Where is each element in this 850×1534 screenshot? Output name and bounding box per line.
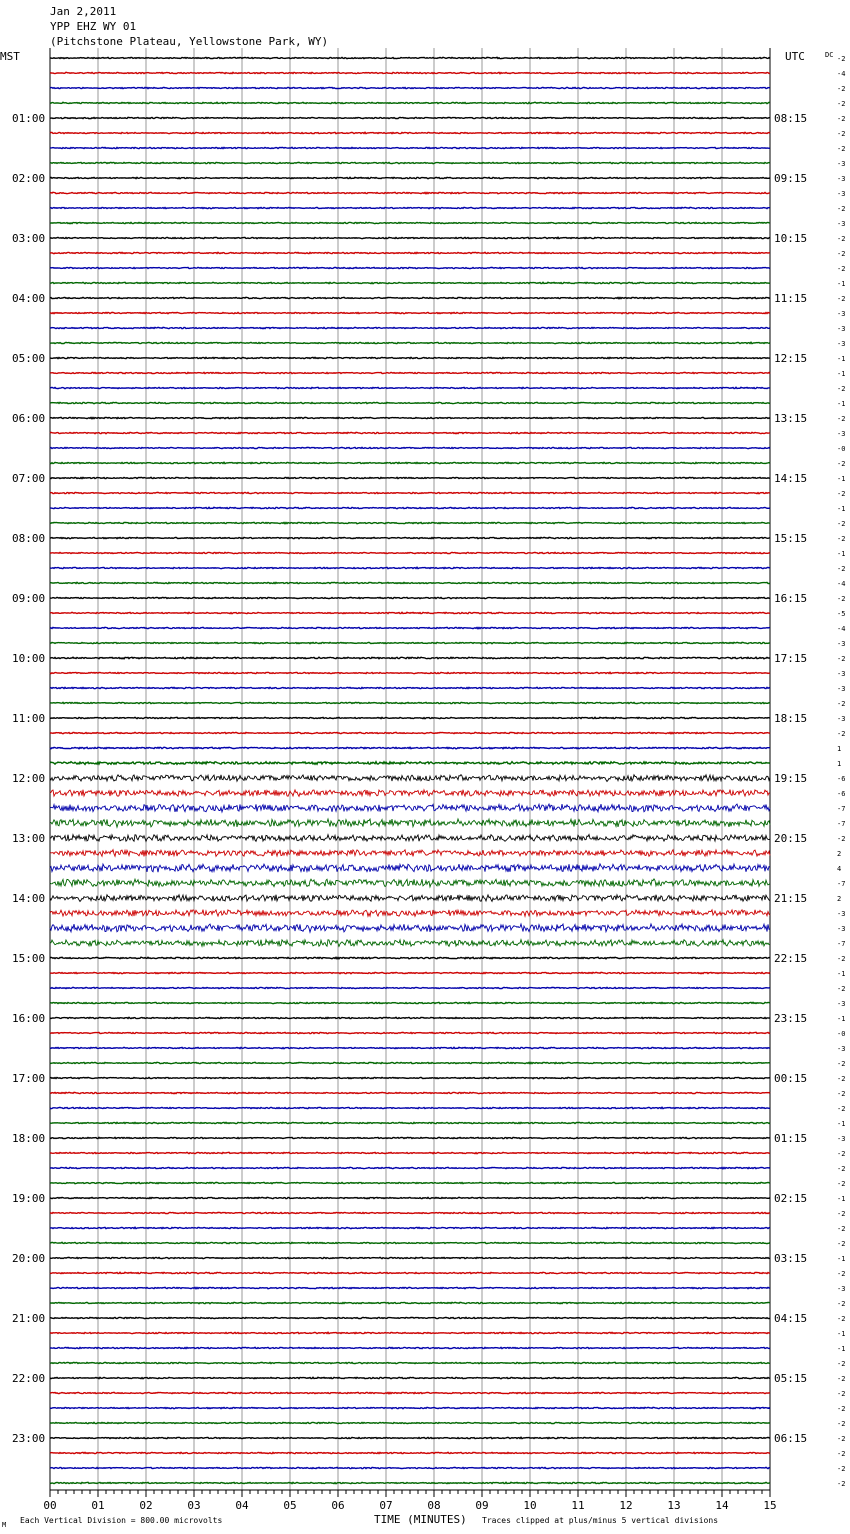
- seismic-trace: [50, 222, 770, 223]
- dc-offset-label: -2: [837, 130, 846, 138]
- seismic-traces: [50, 57, 770, 1483]
- seismic-trace: [50, 1467, 770, 1468]
- dc-offset-label: -3: [837, 925, 846, 933]
- dc-offset-label: -2: [837, 1390, 846, 1398]
- seismic-trace: [50, 552, 770, 553]
- dc-offset-label: -7: [837, 940, 846, 948]
- seismic-trace: [50, 1482, 770, 1483]
- seismic-trace: [50, 207, 770, 208]
- seismic-trace: [50, 642, 770, 643]
- seismic-trace: [50, 1002, 770, 1003]
- seismic-trace: [50, 1212, 770, 1213]
- mst-hour-label: 02:00: [12, 172, 46, 185]
- dc-offset-label: -2: [837, 835, 846, 843]
- seismic-trace: [50, 1377, 770, 1378]
- utc-hour-label: 18:15: [774, 712, 808, 725]
- seismic-trace: [50, 147, 770, 148]
- dc-offset-label: -2: [837, 700, 846, 708]
- dc-offset-label: -2: [837, 1405, 846, 1413]
- seismic-trace: [50, 387, 770, 388]
- dc-offset-label: -2: [837, 520, 846, 528]
- seismic-trace: [50, 1422, 770, 1423]
- dc-offset-label: -2: [837, 535, 846, 543]
- x-tick-label: 05: [283, 1499, 297, 1512]
- seismic-trace: [50, 102, 770, 103]
- seismic-trace: [50, 835, 770, 842]
- seismic-trace: [50, 417, 770, 418]
- seismic-trace: [50, 312, 770, 313]
- seismic-trace: [50, 702, 770, 703]
- mst-hour-label: 21:00: [12, 1312, 46, 1325]
- dc-offset-label: -3: [837, 670, 846, 678]
- seismic-trace: [50, 687, 770, 688]
- mst-hour-label: 18:00: [12, 1132, 46, 1145]
- seismic-trace: [50, 1152, 770, 1153]
- mst-hour-label: 14:00: [12, 892, 46, 905]
- seismic-trace: [50, 1242, 770, 1243]
- utc-hour-label: 19:15: [774, 772, 808, 785]
- dc-offset-label: -2: [837, 1360, 846, 1368]
- seismic-trace: [50, 657, 770, 659]
- seismic-trace: [50, 57, 770, 58]
- seismic-trace: [50, 492, 770, 493]
- dc-offset-label: -2: [837, 205, 846, 213]
- mst-hour-label: 22:00: [12, 1372, 46, 1385]
- utc-hour-label: 03:15: [774, 1252, 808, 1265]
- dc-offset-label: -2: [837, 415, 846, 423]
- mst-hour-label: 15:00: [12, 952, 46, 965]
- mst-hour-label: 23:00: [12, 1432, 46, 1445]
- seismic-trace: [50, 537, 770, 538]
- seismic-trace: [50, 732, 770, 733]
- dc-offset-label: -4: [837, 580, 846, 588]
- seismic-trace: [50, 582, 770, 583]
- dc-offset-label: -3: [837, 910, 846, 918]
- mst-hour-label: 13:00: [12, 832, 46, 845]
- seismic-trace: [50, 1017, 770, 1018]
- dc-offset-label: -6: [837, 790, 846, 798]
- seismic-trace: [50, 804, 770, 812]
- dc-offset-label: -2: [837, 295, 846, 303]
- x-tick-label: 11: [571, 1499, 585, 1512]
- x-tick-label: 08: [427, 1499, 441, 1512]
- x-tick-label: 07: [379, 1499, 393, 1512]
- dc-offset-label: -1: [837, 1345, 846, 1353]
- seismic-trace: [50, 972, 770, 973]
- mst-hour-label: 19:00: [12, 1192, 46, 1205]
- utc-hour-label: 02:15: [774, 1192, 808, 1205]
- mst-hour-label: 16:00: [12, 1012, 46, 1025]
- mst-hour-label: 04:00: [12, 292, 46, 305]
- seismic-trace: [50, 1272, 770, 1273]
- seismic-trace: [50, 117, 770, 118]
- x-tick-label: 01: [91, 1499, 105, 1512]
- dc-offset-label: -2: [837, 265, 846, 273]
- seismic-trace: [50, 775, 770, 782]
- dc-offset-label: -2: [837, 1240, 846, 1248]
- dc-offset-label: -2: [837, 1165, 846, 1173]
- dc-offset-label: -2: [837, 1225, 846, 1233]
- seismic-trace: [50, 940, 770, 947]
- dc-offset-label: 2: [837, 850, 842, 858]
- dc-offset-label: -1: [837, 1120, 846, 1128]
- dc-offset-label: -2: [837, 490, 846, 498]
- dc-offset-label: -2: [837, 235, 846, 243]
- mst-hour-label: 05:00: [12, 352, 46, 365]
- dc-offset-label: -1: [837, 970, 846, 978]
- seismic-trace: [50, 1107, 770, 1108]
- dc-offset-label: 1: [837, 760, 842, 768]
- dc-offset-label: -1: [837, 550, 846, 558]
- dc-offset-label: -2: [837, 1210, 846, 1218]
- utc-hour-label: 22:15: [774, 952, 808, 965]
- dc-offset-label: -1: [837, 280, 846, 288]
- utc-hour-label: 14:15: [774, 472, 808, 485]
- x-tick-label: 04: [235, 1499, 249, 1512]
- dc-offset-label: -2: [837, 55, 846, 63]
- mst-hour-label: 20:00: [12, 1252, 46, 1265]
- mst-hour-label: 06:00: [12, 412, 46, 425]
- utc-hour-label: 11:15: [774, 292, 808, 305]
- dc-offset-label: -1: [837, 1195, 846, 1203]
- mst-hour-label: 08:00: [12, 532, 46, 545]
- dc-offset-label: -0: [837, 1030, 846, 1038]
- dc-offset-label: -2: [837, 1315, 846, 1323]
- x-tick-label: 03: [187, 1499, 201, 1512]
- mst-hour-label: 01:00: [12, 112, 46, 125]
- header-station: YPP EHZ WY 01: [50, 20, 137, 33]
- utc-hour-label: 16:15: [774, 592, 808, 605]
- dc-offset-label: -3: [837, 430, 846, 438]
- utc-hour-label: 08:15: [774, 112, 808, 125]
- seismic-trace: [50, 522, 770, 523]
- seismic-trace: [50, 1077, 770, 1078]
- dc-offset-label: -3: [837, 685, 846, 693]
- mst-hour-label: 07:00: [12, 472, 46, 485]
- seismic-trace: [50, 462, 770, 463]
- dc-offset-label: -2: [837, 1375, 846, 1383]
- dc-offset-label: -3: [837, 220, 846, 228]
- seismic-trace: [50, 402, 770, 403]
- clip-note: Traces clipped at plus/minus 5 vertical divisions: [482, 1516, 719, 1525]
- dc-offset-label: -3: [837, 325, 846, 333]
- dc-offset-label: -2: [837, 1300, 846, 1308]
- seismic-trace: [50, 357, 770, 358]
- x-tick-label: 13: [667, 1499, 681, 1512]
- seismic-trace: [50, 747, 770, 749]
- dc-offset-label: -2: [837, 1075, 846, 1083]
- seismic-trace: [50, 237, 770, 238]
- seismic-trace: [50, 1332, 770, 1333]
- dc-offset-label: -1: [837, 1255, 846, 1263]
- dc-offset-label: -7: [837, 805, 846, 813]
- dc-offset-labels: [837, 55, 845, 1488]
- header-date: Jan 2,2011: [50, 5, 117, 18]
- dc-offset-label: -2: [837, 955, 846, 963]
- dc-offset-label: -2: [837, 385, 846, 393]
- seismic-trace: [50, 162, 770, 163]
- seismic-trace: [50, 879, 770, 887]
- corner-mark: M: [2, 1521, 7, 1529]
- dc-offset-label: -1: [837, 475, 846, 483]
- dc-offset-label: -2: [837, 115, 846, 123]
- dc-offset-label: -2: [837, 1450, 846, 1458]
- dc-offset-label: -3: [837, 340, 846, 348]
- utc-hour-label: 21:15: [774, 892, 808, 905]
- x-tick-label: 14: [715, 1499, 729, 1512]
- mst-hour-label: 03:00: [12, 232, 46, 245]
- dc-offset-label: -7: [837, 880, 846, 888]
- dc-offset-label: -3: [837, 1135, 846, 1143]
- x-tick-label: 09: [475, 1499, 489, 1512]
- utc-hour-label: 15:15: [774, 532, 808, 545]
- dc-offset-label: -2: [837, 985, 846, 993]
- dc-offset-label: -3: [837, 175, 846, 183]
- dc-offset-label: 4: [837, 865, 842, 873]
- seismic-trace: [50, 627, 770, 628]
- seismic-trace: [50, 1362, 770, 1363]
- dc-column-label: DC: [825, 51, 834, 59]
- x-axis-title: TIME (MINUTES): [374, 1513, 467, 1526]
- dc-offset-label: -2: [837, 1180, 846, 1188]
- utc-hour-label: 00:15: [774, 1072, 808, 1085]
- seismic-trace: [50, 432, 770, 433]
- dc-offset-label: -5: [837, 610, 846, 618]
- mst-hour-label: 11:00: [12, 712, 46, 725]
- dc-offset-label: -3: [837, 310, 846, 318]
- seismic-trace: [50, 1122, 770, 1123]
- seismic-trace: [50, 1452, 770, 1453]
- seismic-trace: [50, 1047, 770, 1048]
- mst-hour-label: 10:00: [12, 652, 46, 665]
- seismic-trace: [50, 1062, 770, 1063]
- dc-offset-label: -1: [837, 505, 846, 513]
- dc-offset-label: 2: [837, 895, 842, 903]
- dc-offset-label: -1: [837, 1015, 846, 1023]
- seismic-trace: [50, 1197, 770, 1198]
- seismic-trace: [50, 924, 770, 932]
- seismic-trace: [50, 1257, 770, 1258]
- seismic-trace: [50, 762, 770, 765]
- seismic-trace: [50, 1287, 770, 1288]
- seismic-trace: [50, 177, 770, 178]
- utc-hour-label: 09:15: [774, 172, 808, 185]
- utc-hour-label: 04:15: [774, 1312, 808, 1325]
- seismic-trace: [50, 282, 770, 283]
- utc-hour-label: 10:15: [774, 232, 808, 245]
- utc-hour-label: 06:15: [774, 1432, 808, 1445]
- dc-offset-label: -2: [837, 565, 846, 573]
- dc-offset-label: -2: [837, 250, 846, 258]
- seismic-trace: [50, 790, 770, 797]
- x-tick-label: 15: [763, 1499, 777, 1512]
- dc-offset-label: -2: [837, 655, 846, 663]
- seismic-trace: [50, 72, 770, 73]
- seismic-trace: [50, 957, 770, 959]
- dc-offset-label: -6: [837, 775, 846, 783]
- dc-offset-label: -2: [837, 1105, 846, 1113]
- dc-offset-label: -1: [837, 370, 846, 378]
- dc-offset-label: -2: [837, 145, 846, 153]
- utc-hour-label: 05:15: [774, 1372, 808, 1385]
- scale-note: Each Vertical Division = 800.00 microvolts: [20, 1516, 223, 1525]
- seismic-trace: [50, 987, 770, 988]
- dc-offset-label: -4: [837, 625, 846, 633]
- seismic-trace: [50, 447, 770, 448]
- seismic-trace: [50, 1347, 770, 1348]
- seismic-trace: [50, 192, 770, 193]
- dc-offset-label: -2: [837, 1465, 846, 1473]
- mst-hour-label: 12:00: [12, 772, 46, 785]
- x-tick-label: 02: [139, 1499, 153, 1512]
- utc-hour-label: 23:15: [774, 1012, 808, 1025]
- utc-hour-label: 17:15: [774, 652, 808, 665]
- seismic-trace: [50, 819, 770, 827]
- seismic-trace: [50, 87, 770, 88]
- dc-offset-label: -2: [837, 1420, 846, 1428]
- dc-offset-label: -7: [837, 820, 846, 828]
- seismic-trace: [50, 597, 770, 598]
- dc-offset-label: -3: [837, 1285, 846, 1293]
- seismic-trace: [50, 372, 770, 373]
- dc-offset-label: -2: [837, 85, 846, 93]
- dc-offset-label: -3: [837, 1045, 846, 1053]
- dc-offset-label: -2: [837, 1435, 846, 1443]
- left-timezone-label: MST: [0, 50, 20, 63]
- seismic-trace: [50, 910, 770, 917]
- dc-offset-label: -2: [837, 1480, 846, 1488]
- seismic-trace: [50, 895, 770, 902]
- dc-offset-label: -2: [837, 1060, 846, 1068]
- seismic-trace: [50, 567, 770, 568]
- seismic-trace: [50, 1227, 770, 1228]
- utc-hour-label: 13:15: [774, 412, 808, 425]
- dc-offset-label: -1: [837, 400, 846, 408]
- utc-hour-label: 12:15: [774, 352, 808, 365]
- seismic-trace: [50, 342, 770, 343]
- dc-offset-label: 1: [837, 745, 842, 753]
- x-tick-label: 10: [523, 1499, 537, 1512]
- seismic-trace: [50, 1182, 770, 1183]
- seismic-trace: [50, 327, 770, 328]
- seismic-trace: [50, 477, 770, 478]
- dc-offset-label: -2: [837, 100, 846, 108]
- seismic-trace: [50, 1092, 770, 1093]
- seismic-trace: [50, 1032, 770, 1033]
- seismic-trace: [50, 252, 770, 253]
- utc-hour-label: 20:15: [774, 832, 808, 845]
- dc-offset-label: -2: [837, 595, 846, 603]
- mst-hour-label: 09:00: [12, 592, 46, 605]
- seismic-trace: [50, 672, 770, 673]
- x-axis: [43, 1490, 776, 1512]
- dc-offset-label: -2: [837, 1150, 846, 1158]
- x-tick-label: 12: [619, 1499, 633, 1512]
- seismic-trace: [50, 1437, 770, 1438]
- utc-hour-label: 01:15: [774, 1132, 808, 1145]
- seismic-trace: [50, 132, 770, 133]
- seismic-trace: [50, 267, 770, 268]
- dc-offset-label: -4: [837, 70, 846, 78]
- seismic-trace: [50, 1407, 770, 1408]
- seismic-trace: [50, 1137, 770, 1138]
- header-location: (Pitchstone Plateau, Yellowstone Park, WY): [50, 35, 329, 48]
- seismic-trace: [50, 1392, 770, 1393]
- dc-offset-label: -1: [837, 1330, 846, 1338]
- seismic-trace: [50, 850, 770, 857]
- mst-hour-label: 17:00: [12, 1072, 46, 1085]
- seismic-trace: [50, 717, 770, 718]
- dc-offset-label: -3: [837, 640, 846, 648]
- x-tick-label: 00: [43, 1499, 57, 1512]
- dc-offset-label: -2: [837, 1270, 846, 1278]
- seismic-trace: [50, 1167, 770, 1168]
- dc-offset-label: -3: [837, 160, 846, 168]
- dc-offset-label: -1: [837, 355, 846, 363]
- seismic-trace: [50, 507, 770, 508]
- dc-offset-label: -0: [837, 445, 846, 453]
- seismic-trace: [50, 297, 770, 298]
- seismic-trace: [50, 1302, 770, 1303]
- dc-offset-label: -2: [837, 460, 846, 468]
- seismic-trace: [50, 612, 770, 613]
- dc-offset-label: -3: [837, 190, 846, 198]
- dc-offset-label: -2: [837, 730, 846, 738]
- seismic-trace: [50, 1317, 770, 1318]
- dc-offset-label: -3: [837, 715, 846, 723]
- x-tick-label: 06: [331, 1499, 345, 1512]
- dc-offset-label: -2: [837, 1090, 846, 1098]
- seismic-trace: [50, 864, 770, 872]
- right-timezone-label: UTC: [785, 50, 805, 63]
- dc-offset-label: -3: [837, 1000, 846, 1008]
